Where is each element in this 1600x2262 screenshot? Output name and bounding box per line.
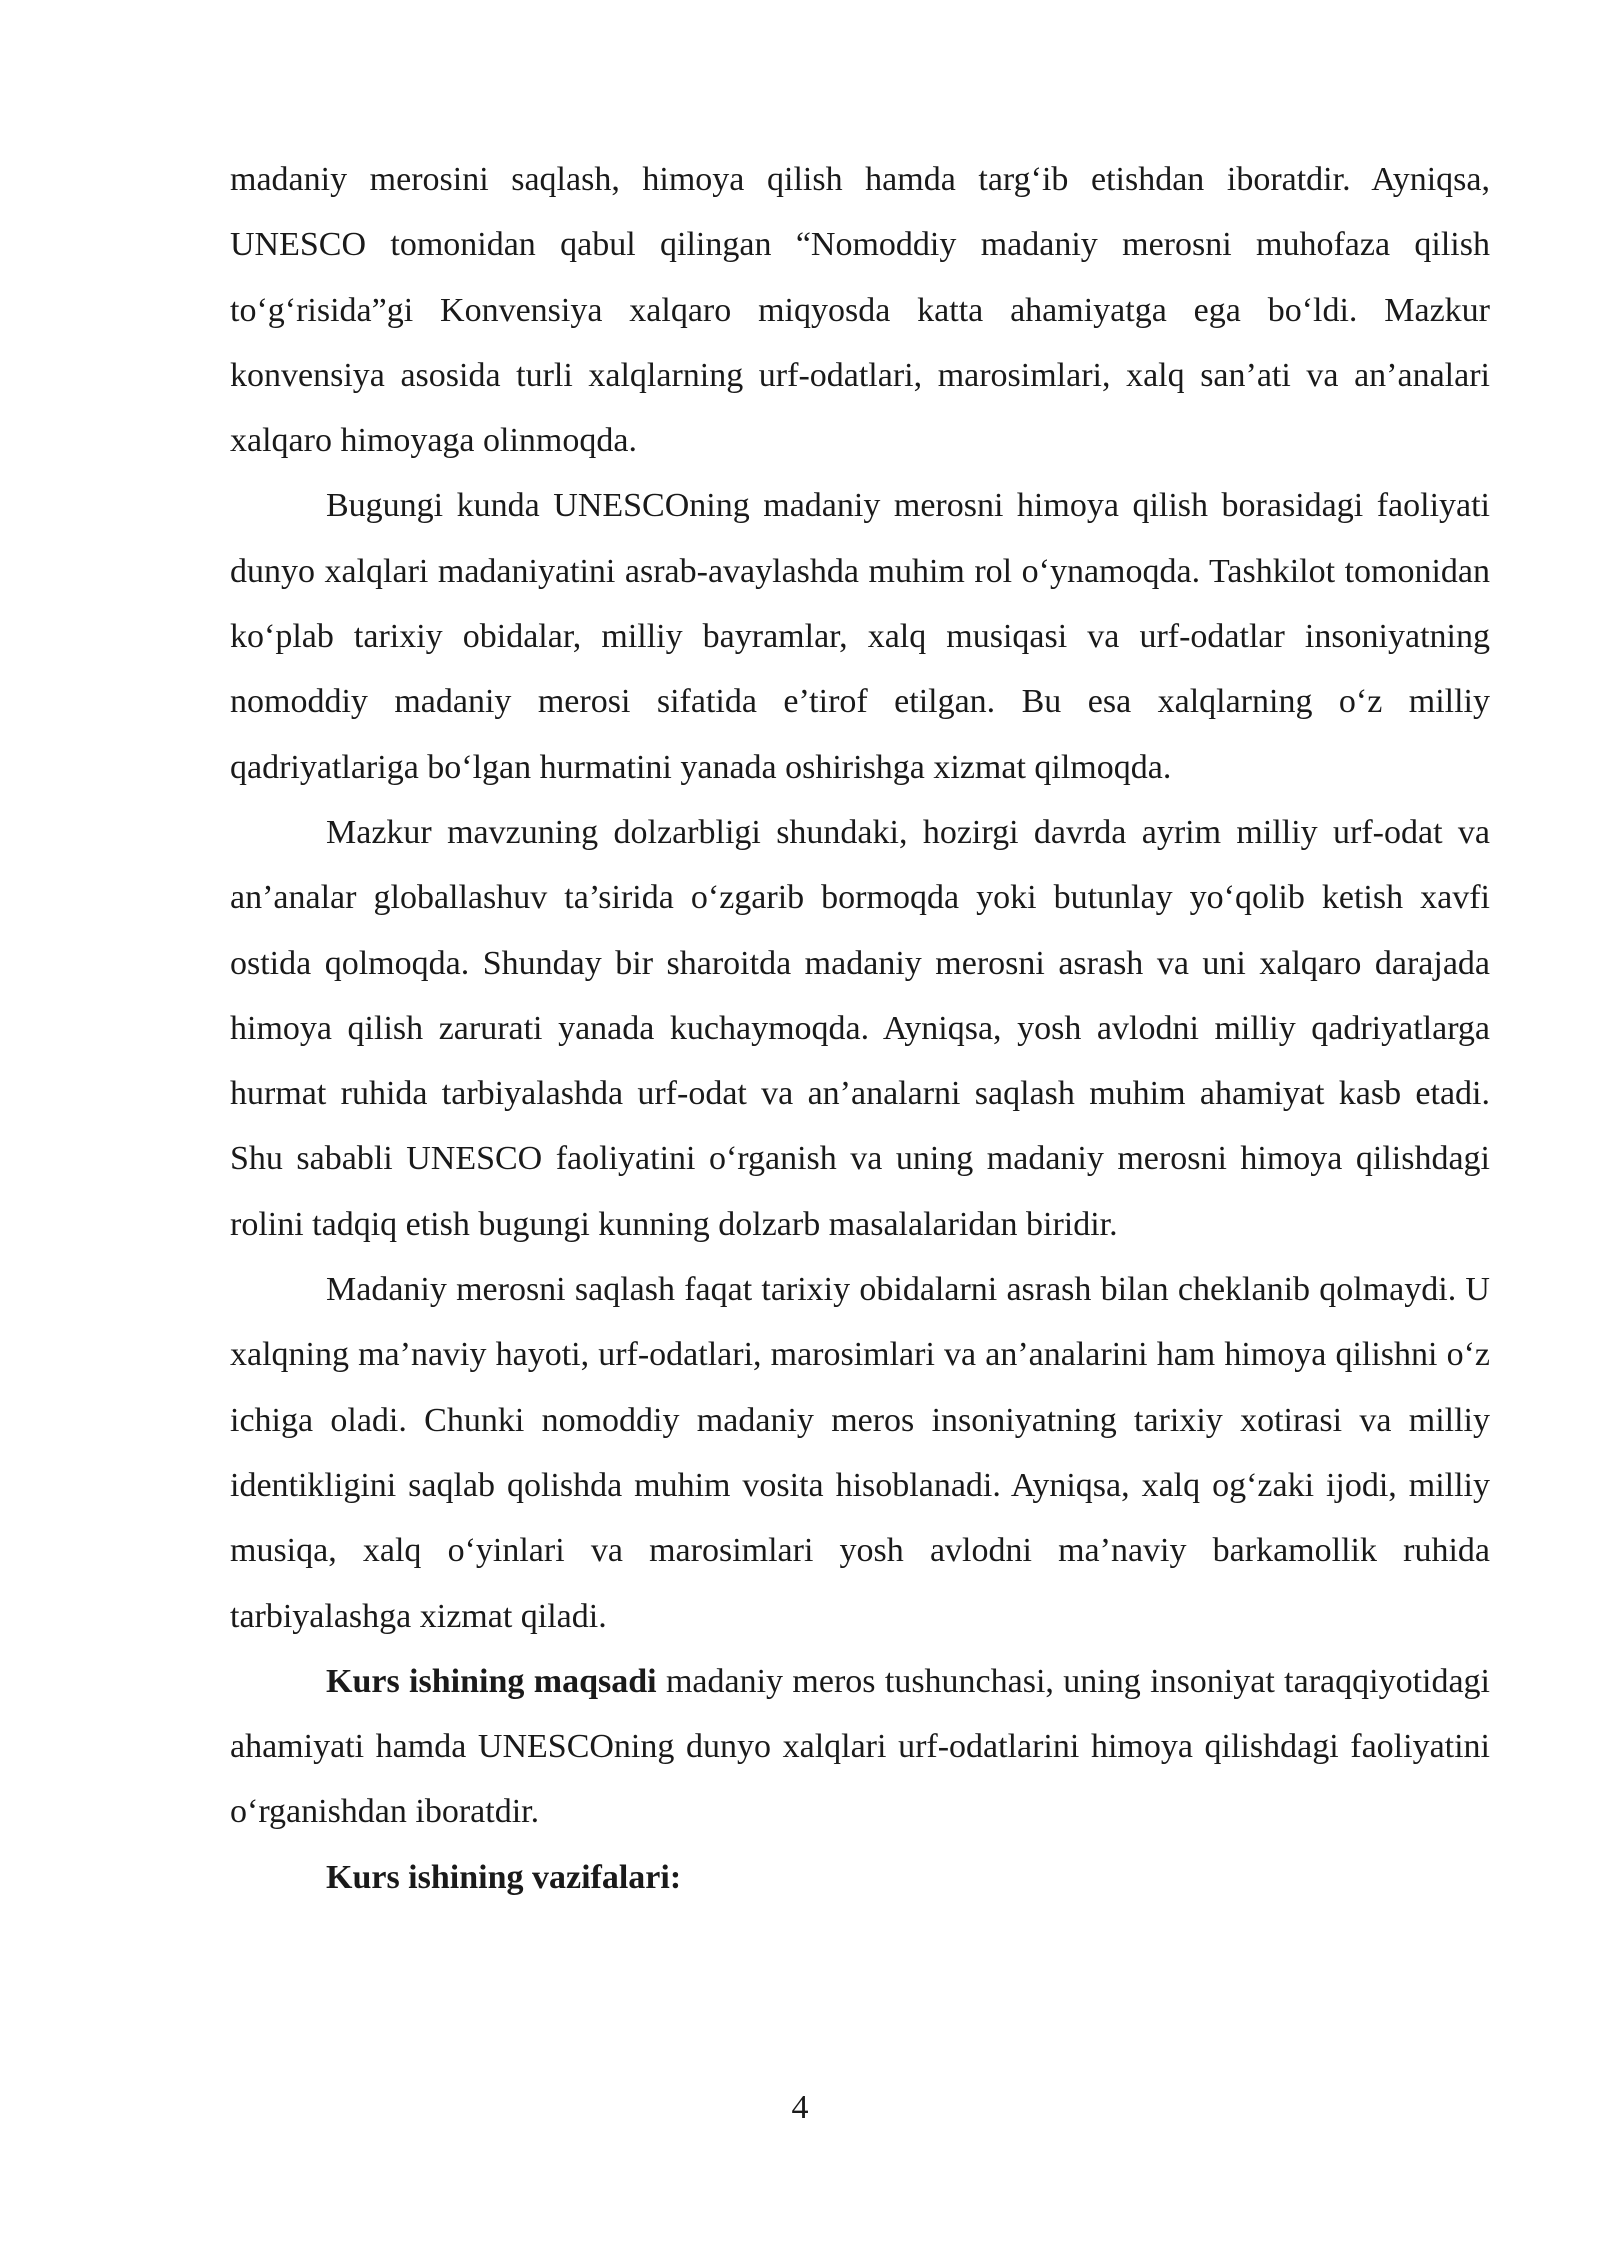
paragraph-4	[230, 1257, 1490, 1649]
paragraph-text: madaniy meros tushunchasi, uning insoniyat taraqqiyotidagi ahamiyati hamda UNESCOning dunyo xalqlari urf-odatlarini himoya qilishdagi faoliyatini o‘rganishdan iboratdir.	[230, 1662, 1490, 1831]
paragraph-text: Bugungi kunda UNESCOning madaniy merosni himoya qilish borasidagi faoliyati dunyo xalqlari madaniyatini asrab-avaylashda muhim rol o‘ynamoqda. Tashkilot tomonidan ko‘plab tarixiy obidalar, milliy bayramlar, xalq musiqasi va urf-odatlar insoniyatning nomoddiy madaniy merosi sifatida e’tirof etilgan. Bu esa xalqlarning o‘z milliy qadriyatlariga bo‘lgan hurmatini yanada oshirishga xizmat qilmoqda.	[230, 487, 1490, 786]
paragraph-3	[230, 800, 1490, 1257]
paragraph-tasks	[230, 1845, 1490, 1910]
page-number: 4	[791, 2089, 809, 2126]
aim-heading: Kurs ishining maqsadi	[326, 1662, 657, 1700]
paragraph-aim	[230, 1649, 1490, 1845]
page-body	[230, 147, 1490, 1910]
tasks-heading: Kurs ishining vazifalari:	[326, 1858, 682, 1896]
paragraph-text: madaniy merosini saqlash, himoya qilish hamda targ‘ib etishdan iboratdir. Ayniqsa, UNESCO tomonidan qabul qilingan “Nomoddiy madaniy merosni muhofaza qilish to‘g‘risida”gi Konvensiya xalqaro miqyosda katta ahamiyatga ega bo‘ldi. Mazkur konvensiya asosida turli xalqlarning urf-odatlari, marosimlari, xalq san’ati va an’analari xalqaro himoyaga olinmoqda.	[230, 161, 1490, 460]
paragraph-text: Mazkur mavzuning dolzarbligi shundaki, hozirgi davrda ayrim milliy urf-odat va an’analar globallashuv ta’sirida o‘zgarib bormoqda yoki butunlay yo‘qolib ketish xavfi ostida qolmoqda. Shunday bir sharoitda madaniy merosni asrash va uni xalqaro darajada himoya qilish zarurati yanada kuchaymoqda. Ayniqsa, yosh avlodni milliy qadriyatlarga hurmat ruhida tarbiyalashda urf-odat va an’analarni saqlash muhim ahamiyat kasb etadi. Shu sababli UNESCO faoliyatini o‘rganish va uning madaniy merosni himoya qilishdagi rolini tadqiq etish bugungi kunning dolzarb masalalaridan biridir.	[230, 813, 1490, 1243]
paragraph-text: Madaniy merosni saqlash faqat tarixiy obidalarni asrash bilan cheklanib qolmaydi. U xalqning ma’naviy hayoti, urf-odatlari, marosimlari va an’analarini ham himoya qilishni o‘z ichiga oladi. Chunki nomoddiy madaniy meros insoniyatning tarixiy xotirasi va milliy identikligini saqlab qolishda muhim vosita hisoblanadi. Ayniqsa, xalq og‘zaki ijodi, milliy musiqa, xalq o‘yinlari va marosimlari yosh avlodni ma’naviy barkamollik ruhida tarbiyalashga xizmat qiladi.	[230, 1271, 1490, 1635]
paragraph-1	[230, 147, 1490, 473]
paragraph-2	[230, 473, 1490, 799]
